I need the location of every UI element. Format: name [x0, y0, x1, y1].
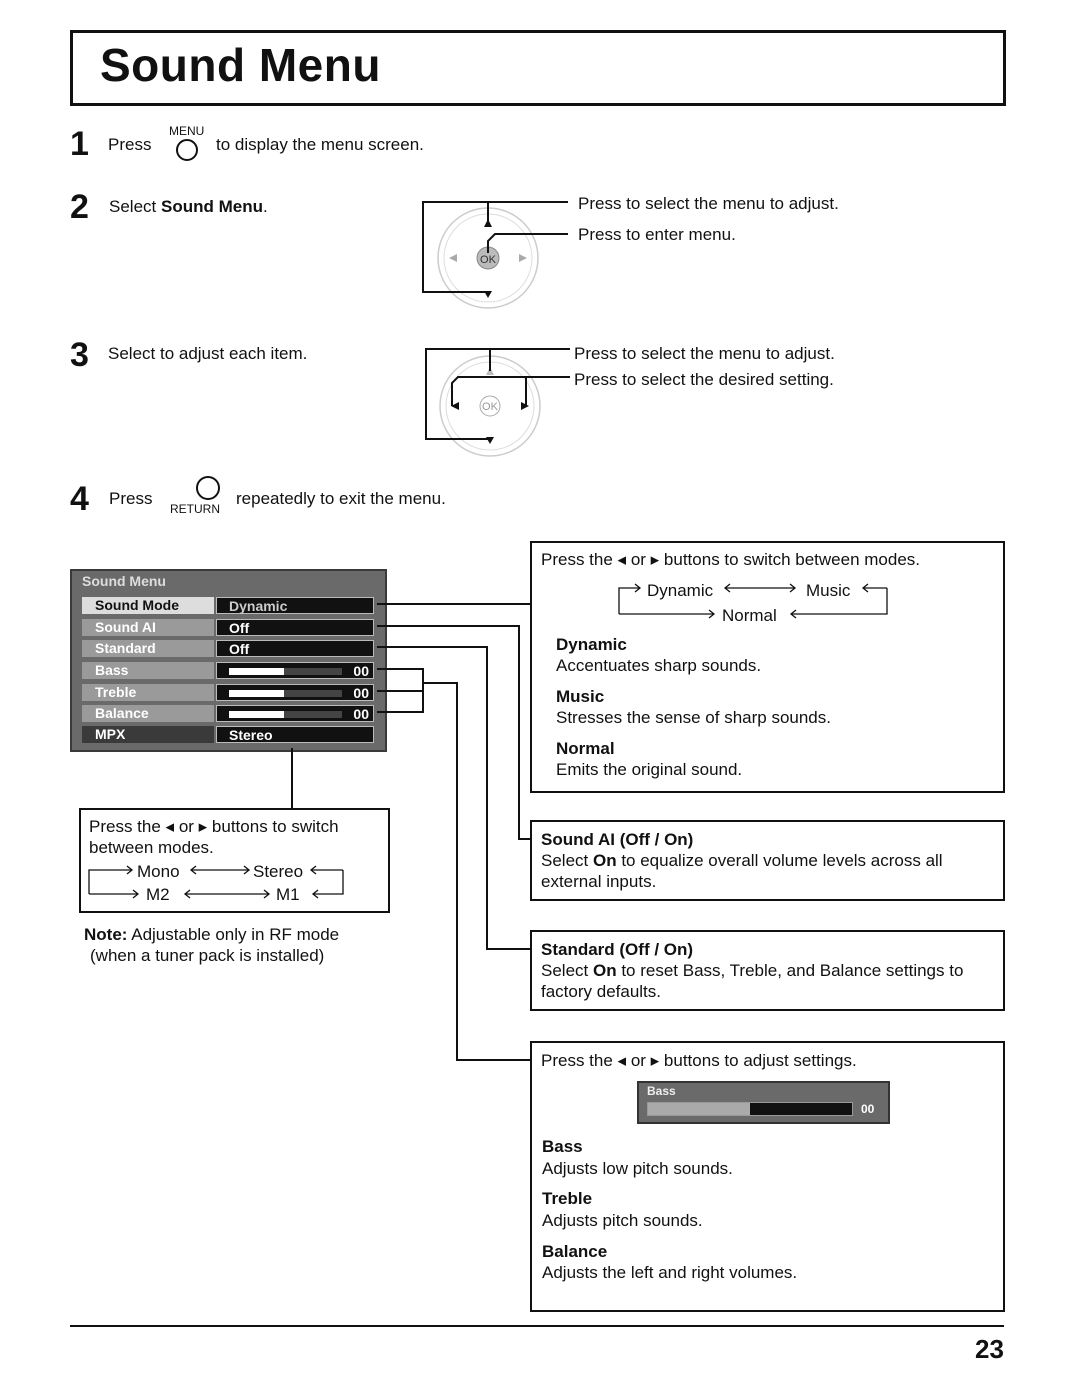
- bass-heading: Bass: [542, 1137, 583, 1156]
- normal-heading: Normal: [556, 739, 615, 758]
- menu-row-value: 00: [353, 706, 369, 722]
- note-text: Note: Adjustable only in RF mode: [84, 925, 340, 944]
- bass-slider-fill: [648, 1103, 750, 1115]
- menu-row-label: Standard: [82, 640, 214, 657]
- balance-heading: Balance: [542, 1242, 608, 1261]
- standard-desc: Select On to reset Bass, Treble, and Balance settings to: [541, 961, 964, 980]
- menu-row-value: 00: [353, 663, 369, 679]
- mpx-stereo-label: Stereo: [253, 862, 304, 881]
- menu-row-label: Treble: [82, 684, 214, 701]
- mpx-intro: Press the ◂ or ▸ buttons to switch: [89, 817, 339, 836]
- step-1-number: 1: [70, 125, 89, 163]
- menu-row-label: Balance: [82, 705, 214, 722]
- step-4-number: 4: [70, 480, 89, 518]
- standard-heading: Standard (Off / On): [541, 940, 694, 959]
- page-number: 23: [975, 1334, 1004, 1364]
- mode-music-label: Music: [806, 581, 851, 600]
- mpx-cycle-diagram: [85, 860, 350, 906]
- bass-slider-value: 00: [861, 1102, 875, 1116]
- right-arrow-icon: ▸: [650, 1051, 660, 1070]
- sound-ai-heading: Sound AI (Off / On): [541, 830, 694, 849]
- ok-label: OK: [480, 254, 496, 266]
- return-button-label: RETURN: [170, 502, 220, 516]
- bass-slider-track: [647, 1102, 853, 1116]
- page-title: Sound Menu: [100, 39, 381, 91]
- step-3-number: 3: [70, 336, 89, 374]
- mpx-m2-label: M2: [146, 885, 170, 904]
- mode-normal-label: Normal: [722, 606, 777, 625]
- menu-row-label: MPX: [82, 726, 214, 743]
- menu-panel-title: Sound Menu: [82, 573, 166, 589]
- dynamic-desc: Accentuates sharp sounds.: [556, 656, 762, 675]
- standard-desc-cont: factory defaults.: [541, 982, 662, 1001]
- step-2-number: 2: [70, 188, 89, 226]
- left-arrow-icon: ◂: [617, 550, 627, 569]
- mode-dynamic-label: Dynamic: [647, 581, 714, 600]
- mpx-mono-label: Mono: [137, 862, 180, 881]
- normal-desc: Emits the original sound.: [556, 760, 743, 779]
- music-desc: Stresses the sense of sharp sounds.: [556, 708, 831, 727]
- step-4-press: Press: [109, 489, 153, 508]
- step-2-callout-select: Press to select the menu to adjust.: [578, 194, 839, 213]
- menu-row-value: Dynamic: [216, 597, 374, 614]
- step-2-callout-enter: Press to enter menu.: [578, 225, 736, 244]
- bass-slider-label: Bass: [647, 1084, 676, 1098]
- treble-heading: Treble: [542, 1189, 593, 1208]
- music-heading: Music: [556, 687, 605, 706]
- mpx-intro-cont: between modes.: [89, 838, 214, 857]
- dynamic-heading: Dynamic: [556, 635, 627, 654]
- right-arrow-icon: ▸: [198, 817, 208, 836]
- balance-desc: Adjusts the left and right volumes.: [542, 1263, 798, 1282]
- bass-slider-sample: [637, 1081, 890, 1124]
- step-1-text: to display the menu screen.: [216, 135, 424, 154]
- left-arrow-icon: ◂: [165, 817, 175, 836]
- right-arrow-icon: ▸: [650, 550, 660, 569]
- step-3-text: Select to adjust each item.: [108, 344, 308, 363]
- left-arrow-icon: ◂: [617, 1051, 627, 1070]
- step-2-text: Select Sound Menu.: [109, 197, 268, 216]
- menu-row-value: Off: [216, 640, 374, 657]
- sound-ai-desc: Select On to equalize overall volume levels across all: [541, 851, 943, 870]
- treble-desc: Adjusts pitch sounds.: [542, 1211, 703, 1230]
- note-text-cont: (when a tuner pack is installed): [90, 946, 325, 965]
- menu-button-label: MENU: [169, 124, 205, 138]
- step-1-press: Press: [108, 135, 152, 154]
- menu-row-label: Bass: [82, 662, 214, 679]
- mpx-m1-label: M1: [276, 885, 300, 904]
- menu-row-label: Sound AI: [82, 619, 214, 636]
- modes-intro: Press the ◂ or ▸ buttons to switch between modes.: [541, 550, 921, 569]
- menu-row-value: Stereo: [216, 726, 374, 743]
- menu-row-label: Sound Mode: [82, 597, 214, 614]
- step-3-callout-setting: Press to select the desired setting.: [574, 370, 834, 389]
- footer-rule: [70, 1325, 1004, 1327]
- menu-row-value: 00: [353, 685, 369, 701]
- bass-desc: Adjusts low pitch sounds.: [542, 1159, 733, 1178]
- adjust-intro: Press the ◂ or ▸ buttons to adjust settings.: [541, 1051, 857, 1070]
- step-4-text: repeatedly to exit the menu.: [236, 489, 446, 508]
- sound-ai-desc-cont: external inputs.: [541, 872, 657, 891]
- step-3-callout-select: Press to select the menu to adjust.: [574, 344, 835, 363]
- ok-label: OK: [482, 401, 498, 413]
- menu-row-value: Off: [216, 619, 374, 636]
